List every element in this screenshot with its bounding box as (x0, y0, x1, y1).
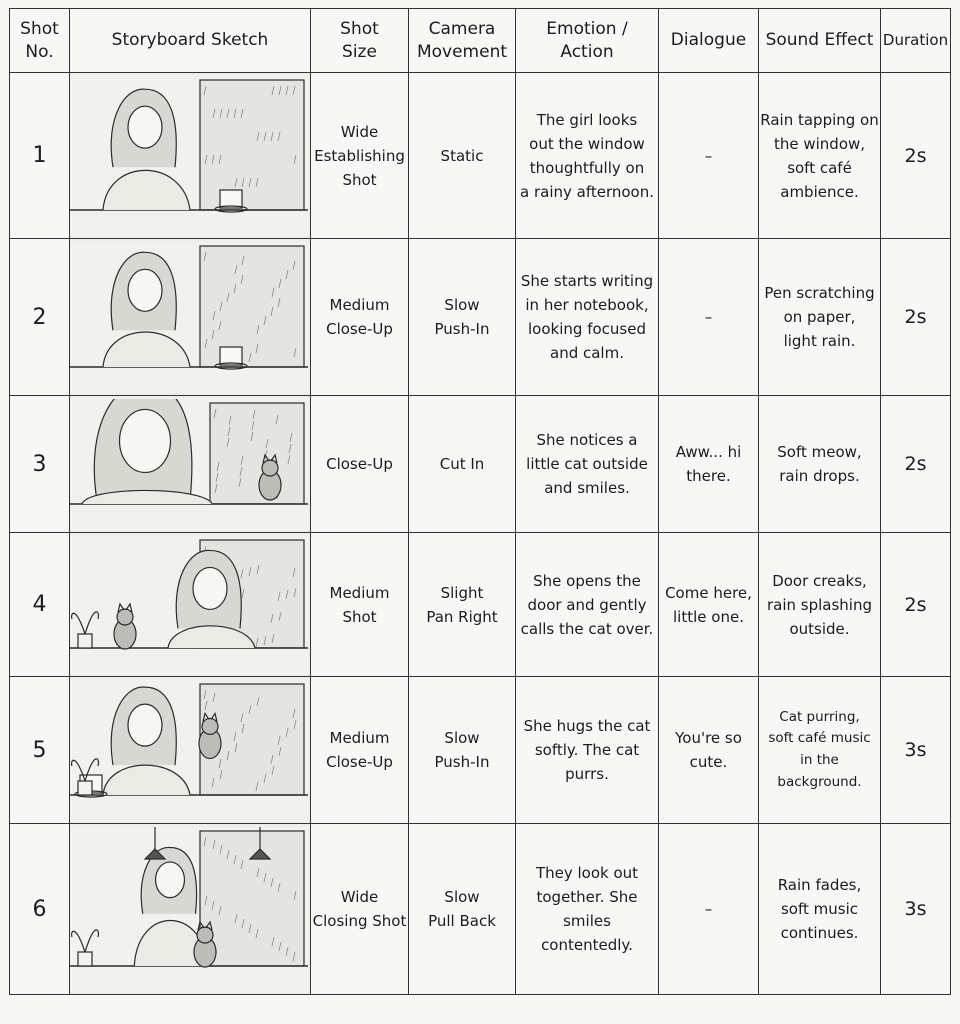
storyboard-sketch (70, 239, 311, 396)
sound-effect (759, 533, 881, 677)
sound-effect (759, 824, 881, 995)
camera-movement (409, 533, 516, 677)
shot-size-line: Medium (329, 583, 390, 602)
emotion-action (516, 824, 659, 995)
dialogue-line: there. (686, 467, 731, 485)
camera-movement (409, 677, 516, 824)
camera-movement-line: Static (440, 146, 484, 165)
shot-duration: 2s (881, 73, 951, 239)
sound-effect-line: Rain tapping on (760, 110, 879, 129)
shot-duration: 3s (881, 677, 951, 824)
camera-movement (409, 396, 516, 533)
shot-size-line: Shot (342, 607, 377, 626)
sound-effect-line: in the background. (777, 752, 862, 790)
shot-size (311, 533, 409, 677)
emotion-action-line: a rainy afternoon. (520, 182, 654, 201)
dialogue (659, 677, 759, 824)
dialogue-line: – (704, 900, 713, 918)
sound-effect-line: light rain. (783, 332, 856, 350)
dialogue (659, 824, 759, 995)
storyboard-sketch (70, 677, 311, 824)
sound-effect-line: Soft meow, (777, 443, 862, 461)
header-shot-size: Shot Size (311, 9, 409, 73)
emotion-action (516, 73, 659, 239)
sound-effect (759, 677, 881, 824)
emotion-action-line: purrs. (565, 765, 609, 783)
girl-notices-cat-sketch (70, 399, 308, 530)
shot-size-line: Wide (340, 122, 379, 141)
camera-movement-line: Slight (440, 583, 484, 602)
sound-effect-line: soft music (780, 900, 858, 918)
emotion-action-line: and calm. (550, 344, 624, 362)
shot-size-line: Wide (340, 888, 379, 906)
storyboard-sketch (70, 824, 311, 995)
shot-size-line: Close-Up (326, 320, 393, 338)
shot-size (311, 239, 409, 396)
shot-row (10, 73, 951, 239)
camera-movement-line: Slow (444, 296, 480, 314)
emotion-action (516, 239, 659, 396)
sound-effect-line: soft café music (768, 730, 871, 747)
sound-effect-line: Rain fades, (777, 876, 862, 894)
camera-movement (409, 73, 516, 239)
sound-effect-line: Door creaks, (772, 571, 867, 590)
emotion-action-line: little cat outside (526, 455, 648, 473)
emotion-action-line: softly. The cat (534, 741, 640, 759)
dialogue (659, 239, 759, 396)
storyboard-table (9, 8, 951, 995)
storyboard-sketch (70, 533, 311, 677)
emotion-action-line: She starts writing (520, 272, 654, 290)
emotion-action-line: looking focused (528, 320, 646, 338)
camera-movement (409, 824, 516, 995)
shot-size-line: Shot (342, 170, 377, 189)
emotion-action-line: They look out (535, 864, 639, 882)
shot-size-line: Medium (329, 729, 390, 747)
emotion-action (516, 396, 659, 533)
girl-at-cafe-window-sketch (70, 76, 308, 236)
shot-number: 1 (10, 73, 70, 239)
emotion-action-line: door and gently (527, 595, 647, 614)
sound-effect-line: Cat purring, (779, 708, 860, 725)
sound-effect (759, 73, 881, 239)
sound-effect-line: outside. (789, 619, 850, 638)
sound-effect-line: ambience. (780, 182, 859, 201)
sound-effect-line: on paper, (783, 308, 856, 326)
sound-effect-line: Pen scratching (764, 284, 875, 302)
sound-effect-line: soft café (787, 158, 852, 177)
shot-size (311, 677, 409, 824)
emotion-action-line: and smiles. (544, 479, 630, 497)
emotion-action-line: calls the cat over. (520, 619, 654, 638)
storyboard-sketch (70, 73, 311, 239)
emotion-action (516, 533, 659, 677)
sound-effect-line: continues. (780, 924, 859, 942)
header-sketch: Storyboard Sketch (70, 9, 311, 73)
shot-row (10, 533, 951, 677)
girl-calls-cat-at-door-sketch (70, 536, 308, 674)
shot-duration: 2s (881, 396, 951, 533)
camera-movement-line: Push-In (434, 320, 490, 338)
shot-duration: 3s (881, 824, 951, 995)
header-row (10, 9, 951, 73)
camera-movement (409, 239, 516, 396)
camera-movement-line: Push-In (434, 753, 490, 771)
shot-size-line: Medium (329, 296, 390, 314)
shot-number: 5 (10, 677, 70, 824)
emotion-action-line: thoughtfully on (529, 158, 645, 177)
dialogue-line: little one. (673, 607, 744, 626)
emotion-action-line: out the window (529, 134, 645, 153)
emotion-action-line: She notices a (536, 431, 638, 449)
emotion-action-line: in her notebook, (525, 296, 649, 314)
sound-effect (759, 396, 881, 533)
girl-and-cat-at-window-sketch (70, 827, 308, 992)
shot-size-line: Closing Shot (312, 912, 407, 930)
dialogue-line: – (704, 308, 713, 326)
sound-effect-line: rain splashing (766, 595, 872, 614)
shot-size-line: Close-Up (326, 455, 393, 473)
dialogue-line: – (704, 146, 713, 165)
header-emotion-action: Emotion / Action (516, 9, 659, 73)
dialogue-line: cute. (689, 753, 728, 771)
shot-row (10, 824, 951, 995)
girl-hugs-cat-sketch (70, 680, 308, 821)
header-sound-effect: Sound Effect (759, 9, 881, 73)
shot-row (10, 396, 951, 533)
shot-duration: 2s (881, 239, 951, 396)
header-shot-no: Shot No. (10, 9, 70, 73)
dialogue (659, 533, 759, 677)
camera-movement-line: Slow (444, 888, 480, 906)
shot-number: 4 (10, 533, 70, 677)
camera-movement-line: Cut In (439, 455, 485, 473)
emotion-action-line: The girl looks (536, 110, 638, 129)
shot-number: 6 (10, 824, 70, 995)
camera-movement-line: Pull Back (428, 912, 496, 930)
emotion-action-line: smiles contentedly. (541, 912, 633, 954)
emotion-action (516, 677, 659, 824)
dialogue-line: Come here, (665, 583, 752, 602)
storyboard-sketch (70, 396, 311, 533)
emotion-action-line: She opens the (533, 571, 641, 590)
shot-number: 2 (10, 239, 70, 396)
camera-movement-line: Pan Right (426, 607, 498, 626)
shot-number: 3 (10, 396, 70, 533)
shot-duration: 2s (881, 533, 951, 677)
shot-row (10, 677, 951, 824)
shot-size-line: Close-Up (326, 753, 393, 771)
shot-size (311, 396, 409, 533)
emotion-action-line: together. She (536, 888, 638, 906)
header-camera-movement: Camera Movement (409, 9, 516, 73)
dialogue-line: Aww... hi (675, 443, 742, 461)
shot-size (311, 824, 409, 995)
header-dialogue: Dialogue (659, 9, 759, 73)
dialogue (659, 396, 759, 533)
girl-writing-notebook-sketch (70, 242, 308, 393)
shot-size (311, 73, 409, 239)
emotion-action-line: She hugs the cat (523, 717, 651, 735)
shot-size-line: Establishing (314, 146, 405, 165)
header-duration: Duration (881, 9, 951, 73)
dialogue (659, 73, 759, 239)
sound-effect-line: the window, (773, 134, 866, 153)
camera-movement-line: Slow (444, 729, 480, 747)
dialogue-line: You're so (675, 729, 742, 747)
shot-row (10, 239, 951, 396)
sound-effect (759, 239, 881, 396)
sound-effect-line: rain drops. (779, 467, 860, 485)
